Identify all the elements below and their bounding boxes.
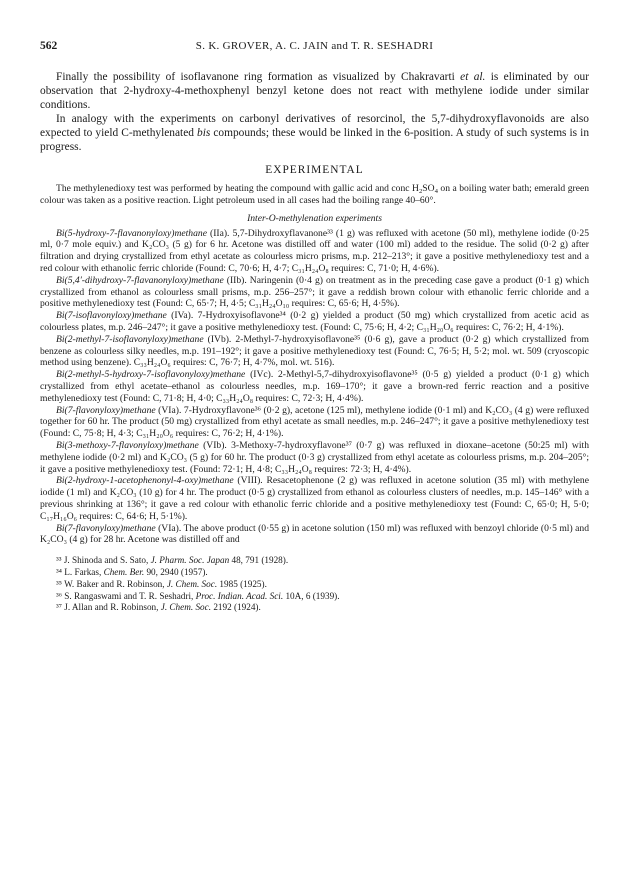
compound-name: Bi(2-methyl-5-hydroxy-7-isoflavonyloxy)methane: [56, 369, 246, 381]
compound-paragraph: [40, 228, 589, 275]
reference-item: [40, 591, 589, 603]
intro-text: compounds; these would be linked in the 6-position. A study of such systems is in progress.: [40, 127, 590, 153]
reference-authors: S. Rangaswami and T. R. Seshadri,: [61, 590, 196, 601]
running-head: S. K. GROVER, A. C. JAIN and T. R. SESHADRI: [195, 40, 434, 52]
compound-name: Bi(2-hydroxy-1-acetophenonyl-4-oxy)methane: [56, 475, 234, 487]
compound-paragraph: [40, 440, 589, 475]
experimental-intro: [40, 183, 589, 207]
reference-journal: J. Chem. Soc.: [160, 602, 212, 613]
compound-name: Bi(7-isoflavonyloxy)methane: [56, 310, 167, 322]
compound-text: (VIII). Resacetophenone (2 g) was refluxed in acetone solution (35 ml) with methylene iodide (1 ml) and K₂CO₃ (10 g) for 4 hr. The product (0·5 g) crystallized from ethanol as colourless clusters of needles, m.p. 145–146° with a previous shrinking at 136°; it gave a red colour with ethanolic ferric chloride and a positive methylenedioxy test (Found: C, 65·0; H, 5·0; C₁₇H₁₆O₆ requires: C, 64·6; H, 5·1%).: [40, 475, 589, 522]
subsection-heading: Inter-O-methylenation experiments: [247, 212, 382, 224]
compound-name: Bi(2-methyl-7-isoflavonyloxy)methane: [56, 333, 204, 345]
intro-text: is eliminated by our observation that 2-hydroxy-4-methoxphenyl benzyl ketone does not react with methylene iodide under similar conditions.: [40, 71, 589, 111]
experimental-body: [40, 183, 589, 546]
compound-name: Bi(5,4′-dihydroxy-7-flavanonyloxy)methane: [56, 274, 224, 286]
reference-journal: Proc. Indian. Acad. Sci.: [195, 590, 284, 601]
compound-name: Bi(3-methoxy-7-flavonyloxy)methane: [56, 439, 199, 451]
compound-text: (IVc). 2-Methyl-5,7-dihydroxyisoflavone³⁵ (0·5 g) yielded a product (0·1 g) which crystallized from ethyl acetate–ethanol as colourless needles, m.p. 169–170°; it gave a brown-red ferric reaction and a positive methylenedioxy test (Found: C, 71·8; H, 4·0; C₃₃H₂₄O₈ requires: C, 72·3; H, 4·4%).: [40, 369, 589, 404]
body-text: on a boiling water bath; emerald green colour was taken as a positive reaction. Light petroleum used in all cases had the boiling range 40–60°.: [40, 183, 590, 206]
reference-authors: L. Farkas,: [61, 566, 104, 577]
compound-name: Bi(7-flavonyloxy)methane: [56, 522, 156, 534]
compound-name: Bi(5-hydroxy-7-flavanonyloxy)methane: [56, 227, 207, 239]
subscript: 2: [418, 188, 423, 195]
reference-number: ³⁴: [56, 566, 62, 577]
compound-paragraph: [40, 310, 589, 334]
reference-journal: J. Chem. Soc.: [166, 578, 218, 589]
compound-text: (VIb). 3-Methoxy-7-hydroxyflavone³⁷ (0·7 g) was refluxed in dioxane–acetone (50:25 ml) with methylene iodide (0·2 ml) and K₂CO₃ (5 g) for 60 hr. The product (0·3 g) crystallized from ethyl acetate as colourless prisms, m.p. 204–205°; it gave a positive methylenedioxy test. (Found: 72·1; H, 4·8; C₃₃H₂₄O₈ requires: 72·3; H, 4·4%).: [40, 439, 589, 475]
compound-text: (IIa). 5,7-Dihydroxyflavanone³³ (1 g) was refluxed with acetone (50 ml), methylene iodide (0·25 ml, 0·7 mole equiv.) and K₂CO₃ (5 g) for 6 hr. Acetone was distilled off and water (100 ml) added to the residue. The solid (0·2 g) after filtration and drying crystallized from ethyl acetate as colourless micro prisms, m.p. 212–213°; it gave a positive methylenedioxy test and a red colour with ethanolic ferric chloride (Found: C, 70·6; H, 4·7; C₃₁H₂₄O₈ requires: C, 71·0; H, 4·6%).: [40, 227, 589, 274]
intro-italic: et al.: [460, 71, 486, 83]
compound-paragraph: [40, 523, 589, 547]
footnote-references: [40, 555, 589, 614]
reference-authors: J. Allan and R. Robinson,: [61, 602, 161, 613]
intro-paragraph-1: [40, 70, 589, 112]
intro-text: In analogy with the experiments on carbonyl derivatives of resorcinol, the 5,7-dihydroxyflavonoids are also expected to yield C-methylenated: [40, 113, 589, 139]
compound-text: (IVa). 7-Hydroxyisoflavone³⁴ (0·2 g) yielded a product (50 mg) which crystallized from acetic acid as colourless plates, m.p. 246–247°; it gave a positive methylenedioxy test. (Found: C, 75·6; H, 4·2; C₃₁H₂₀O₆ requires: C, 76·2; H, 4·1%).: [40, 310, 589, 333]
reference-details: 2192 (1924).: [211, 602, 261, 613]
reference-journal: J. Pharm. Soc. Japan: [150, 555, 230, 566]
reference-item: [40, 602, 589, 614]
reference-number: ³³: [56, 555, 62, 566]
compound-paragraph: [40, 334, 589, 369]
compound-paragraph: [40, 275, 589, 310]
reference-journal: Chem. Ber.: [103, 566, 145, 577]
compound-paragraph: [40, 405, 589, 440]
intro-paragraph-2: [40, 112, 589, 154]
compound-text: (IIb). Naringenin (0·4 g) on treatment as in the preceding case gave a product (0·1 g) which crystallized from ethanol as colourless small prisms, m.p. 256–257°; it gave a reddish brown colour with ethanolic ferric chloride and a positive methylenedioxy test (Found: C, 65·7; H, 4·5; C₃₁H₂₄O₁₀ requires: C, 65·6; H, 4·5%).: [40, 274, 589, 310]
body-text: SO: [422, 183, 435, 194]
reference-number: ³⁶: [56, 590, 62, 601]
reference-details: 90, 2940 (1957).: [144, 566, 208, 577]
reference-number: ³⁷: [56, 602, 62, 613]
compound-text: (VIa). The above product (0·55 g) in acetone solution (150 ml) was refluxed with benzoyl chloride (0·5 ml) and K₂CO₃ (4 g) for 28 hr. Acetone was distilled off and: [40, 522, 589, 546]
intro-section: [40, 70, 589, 154]
compound-text: (IVb). 2-Methyl-7-hydroxyisoflavone³⁵ (0·6 g), gave a product (0·2 g) which crystallized from benzene as colourless silky needles, m.p. 191–192°; it gave a positive methylenedioxy test (Found: C, 76·5; H, 5·2; mol. wt. 509 (cryoscopic method using benzene). C₃₃H₂₄O₆ requires: C, 76·7; H, 4·7%, mol. wt. 516).: [40, 333, 589, 369]
reference-details: 48, 791 (1928).: [229, 555, 289, 566]
subscript: 4: [434, 188, 438, 195]
compound-paragraph: [40, 475, 589, 522]
compound-text: (VIa). 7-Hydroxyflavone³⁶ (0·2 g), acetone (125 ml), methylene iodide (0·1 ml) and K₂CO₃ (4 g) were refluxed together for 60 hr. The product (50 mg) crystallized from ethyl acetate as small needles, m.p. 246–247°; it gave a positive methylenedioxy test (Found: C, 75·8; H, 4·3; C₃₁H₂₀O₆ requires: C, 76·2; H, 4·1%).: [40, 404, 589, 440]
section-heading: EXPERIMENTAL: [265, 164, 364, 176]
reference-details: 10A, 6 (1939).: [283, 590, 340, 601]
compound-paragraph: [40, 369, 589, 404]
reference-item: [40, 555, 589, 567]
reference-details: 1985 (1925).: [217, 578, 267, 589]
reference-item: [40, 567, 589, 579]
reference-authors: J. Shinoda and S. Sato,: [61, 555, 151, 566]
body-text: The methylenedioxy test was performed by heating the compound with gallic acid and conc H: [56, 183, 419, 194]
page-number: 562: [40, 40, 58, 52]
compound-name: Bi(7-flavonyloxy)methane: [56, 404, 156, 416]
reference-number: ³⁵: [56, 578, 62, 589]
page-header: [40, 40, 589, 56]
reference-authors: W. Baker and R. Robinson,: [61, 578, 167, 589]
intro-text: Finally the possibility of isoflavanone ring formation as visualized by Chakravarti: [56, 71, 461, 83]
intro-italic: bis: [197, 127, 211, 139]
reference-item: [40, 579, 589, 591]
